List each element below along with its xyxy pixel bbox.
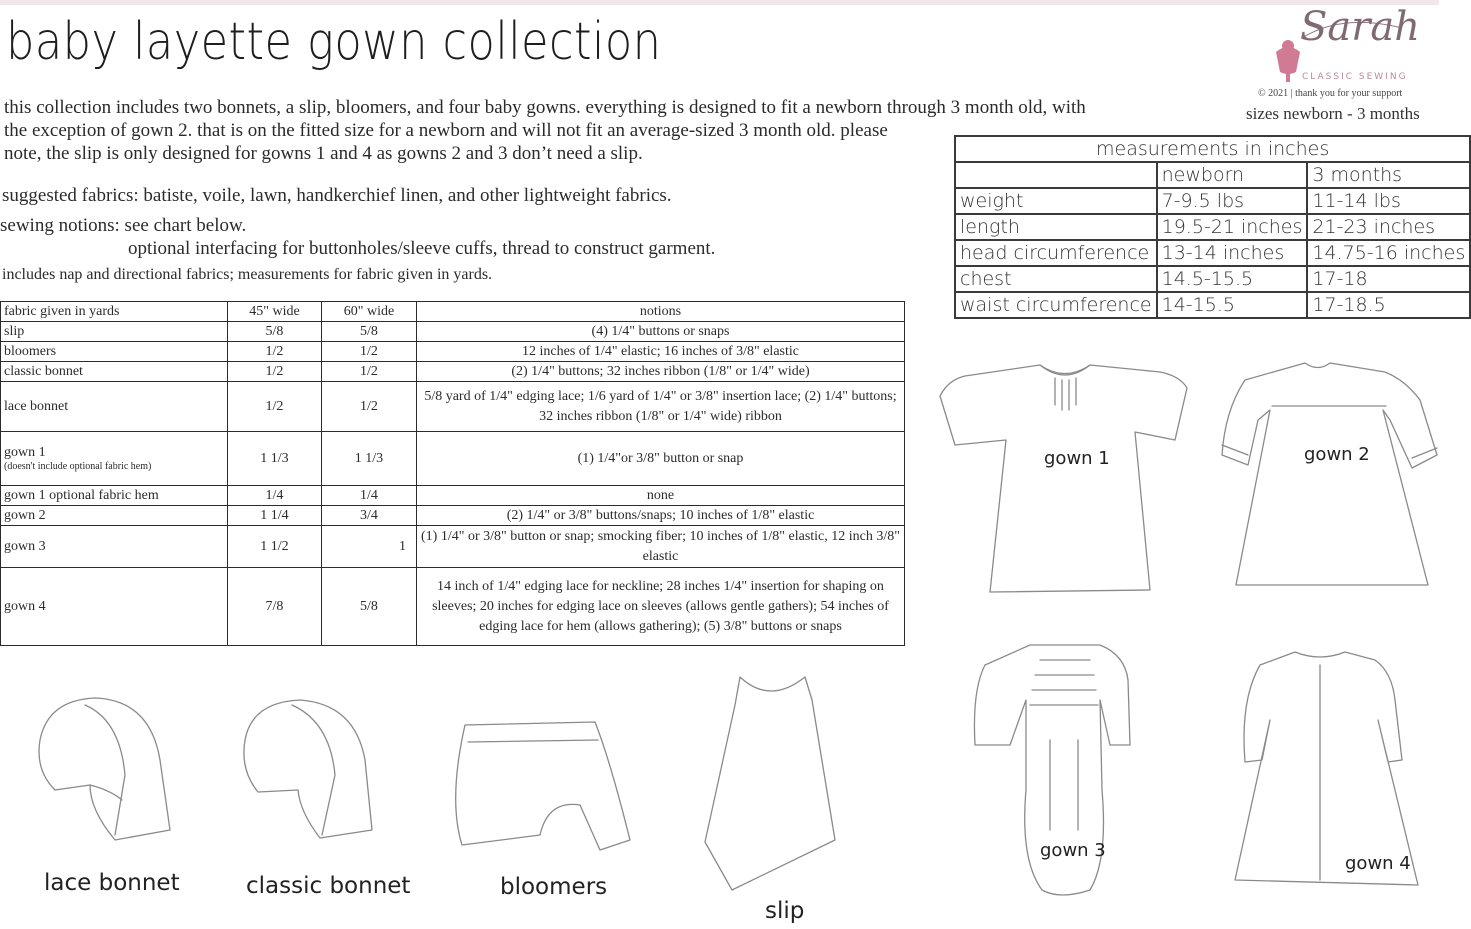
header-cell: 3 months — [1307, 162, 1470, 188]
w60-cell: 3/4 — [322, 506, 417, 526]
notions-cell: (2) 1/4" buttons; 32 inches ribbon (1/8" or 1/4" wide) — [417, 362, 905, 382]
label-cell: waist circumference — [955, 292, 1157, 318]
intro-line: the exception of gown 2. that is on the fitted size for a newborn and will not fit an average-sized 3 month old. please — [4, 120, 888, 141]
page-title: baby layette gown collection — [6, 12, 662, 72]
label-cell: weight — [955, 188, 1157, 214]
w45-cell: 1 1/2 — [228, 526, 322, 568]
label-cell: head circumference — [955, 240, 1157, 266]
label-cell: length — [955, 214, 1157, 240]
header-cell: notions — [417, 302, 905, 322]
item-cell: gown 2 — [1, 506, 228, 526]
item-label: gown 1 — [4, 445, 46, 460]
notions-cell: (2) 1/4" or 3/8" buttons/snaps; 10 inches of 1/8" elastic — [417, 506, 905, 526]
nap-note: includes nap and directional fabrics; measurements for fabric given in yards. — [2, 266, 493, 283]
newborn-cell: 14-15.5 — [1157, 292, 1308, 318]
three-months-cell: 17-18.5 — [1307, 292, 1470, 318]
w45-cell: 1 1/3 — [228, 432, 322, 486]
item-cell: bloomers — [1, 342, 228, 362]
three-months-cell: 17-18 — [1307, 266, 1470, 292]
w45-cell: 1/2 — [228, 382, 322, 432]
gown2-drawing-icon — [1222, 363, 1437, 585]
w45-cell: 1/2 — [228, 362, 322, 382]
notions-cell: 14 inch of 1/4" edging lace for neckline; 28 inches 1/4" insertion for shaping on sleeves; 20 inches for edging lace on sleeves (allows gentle gathers); 54 inches of edging lace for hem (allows gathering); (5) 3/8" buttons or snaps — [417, 568, 905, 646]
logo-subtitle: CLASSIC SEWING — [1302, 72, 1408, 82]
gown1-drawing-icon — [940, 365, 1187, 592]
header-cell: newborn — [1157, 162, 1308, 188]
notions-cell: 12 inches of 1/4" elastic; 16 inches of 3/8" elastic — [417, 342, 905, 362]
sizes-label: sizes newborn - 3 months — [1246, 104, 1420, 123]
gown4-drawing-icon — [1235, 652, 1418, 885]
notions-cell: 5/8 yard of 1/4" edging lace; 1/6 yard of 1/4" or 3/8" insertion lace; (2) 1/4" buttons; 32 inches ribbon (1/8" or 1/4" wide) ribbon — [417, 382, 905, 432]
w60-cell: 5/8 — [322, 322, 417, 342]
gown1-label: gown 1 — [1044, 448, 1110, 469]
sewing-notions: sewing notions: see chart below. — [0, 215, 247, 236]
w60-cell: 1/2 — [322, 362, 417, 382]
lace-bonnet-drawing-icon — [39, 698, 170, 840]
w45-cell: 1 1/4 — [228, 506, 322, 526]
classic-bonnet-label: classic bonnet — [246, 873, 411, 899]
newborn-cell: 19.5-21 inches — [1157, 214, 1308, 240]
label-cell: chest — [955, 266, 1157, 292]
w60-cell: 1/2 — [322, 382, 417, 432]
newborn-cell: 7-9.5 lbs — [1157, 188, 1308, 214]
optional-notions: optional interfacing for buttonholes/sleeve cuffs, thread to construct garment. — [128, 238, 716, 259]
header-cell: 45" wide — [228, 302, 322, 322]
three-months-cell: 14.75-16 inches — [1307, 240, 1470, 266]
lace-bonnet-label: lace bonnet — [44, 870, 180, 896]
w45-cell: 5/8 — [228, 322, 322, 342]
notions-cell: (1) 1/4" or 3/8" button or snap; smocking fiber; 10 inches of 1/8" elastic, 12 inch 3/8" elastic — [417, 526, 905, 568]
item-note: (doesn't include optional fabric hem) — [4, 461, 152, 472]
suggested-fabrics: suggested fabrics: batiste, voile, lawn, handkerchief linen, and other lightweight fabrics. — [2, 185, 672, 206]
gown4-label: gown 4 — [1345, 853, 1411, 874]
w60-cell: 5/8 — [322, 568, 417, 646]
w60-cell: 1 — [322, 526, 417, 568]
w45-cell: 7/8 — [228, 568, 322, 646]
item-cell: classic bonnet — [1, 362, 228, 382]
newborn-cell: 14.5-15.5 — [1157, 266, 1308, 292]
w60-cell: 1/4 — [322, 486, 417, 506]
item-cell: gown 4 — [1, 568, 228, 646]
copyright: © 2021 | thank you for your support — [1258, 88, 1403, 99]
three-months-cell: 21-23 inches — [1307, 214, 1470, 240]
notions-cell: (1) 1/4"or 3/8" button or snap — [417, 432, 905, 486]
bloomers-drawing-icon — [456, 722, 630, 850]
w60-cell: 1/2 — [322, 342, 417, 362]
newborn-cell: 13-14 inches — [1157, 240, 1308, 266]
item-cell: slip — [1, 322, 228, 342]
header-cell: fabric given in yards — [1, 302, 228, 322]
item-cell: gown 3 — [1, 526, 228, 568]
notions-cell: none — [417, 486, 905, 506]
w60-cell: 1 1/3 — [322, 432, 417, 486]
slip-drawing-icon — [705, 677, 835, 890]
item-cell: gown 1 optional fabric hem — [1, 486, 228, 506]
measurements-title: measurements in inches — [955, 136, 1470, 162]
item-cell: lace bonnet — [1, 382, 228, 432]
logo-name: Sarah — [1300, 4, 1420, 50]
notions-cell: (4) 1/4" buttons or snaps — [417, 322, 905, 342]
bloomers-label: bloomers — [500, 874, 608, 900]
three-months-cell: 11-14 lbs — [1307, 188, 1470, 214]
slip-label: slip — [765, 898, 805, 924]
w45-cell: 1/2 — [228, 342, 322, 362]
intro-line: note, the slip is only designed for gowns 1 and 4 as gowns 2 and 3 don’t need a slip. — [4, 143, 643, 164]
header-cell: 60" wide — [322, 302, 417, 322]
classic-bonnet-drawing-icon — [244, 700, 372, 838]
intro-line: this collection includes two bonnets, a slip, bloomers, and four baby gowns. everything is designed to fit a newborn through 3 month old, with — [4, 97, 1086, 118]
gown3-label: gown 3 — [1040, 840, 1106, 861]
gown2-label: gown 2 — [1304, 444, 1370, 465]
w45-cell: 1/4 — [228, 486, 322, 506]
